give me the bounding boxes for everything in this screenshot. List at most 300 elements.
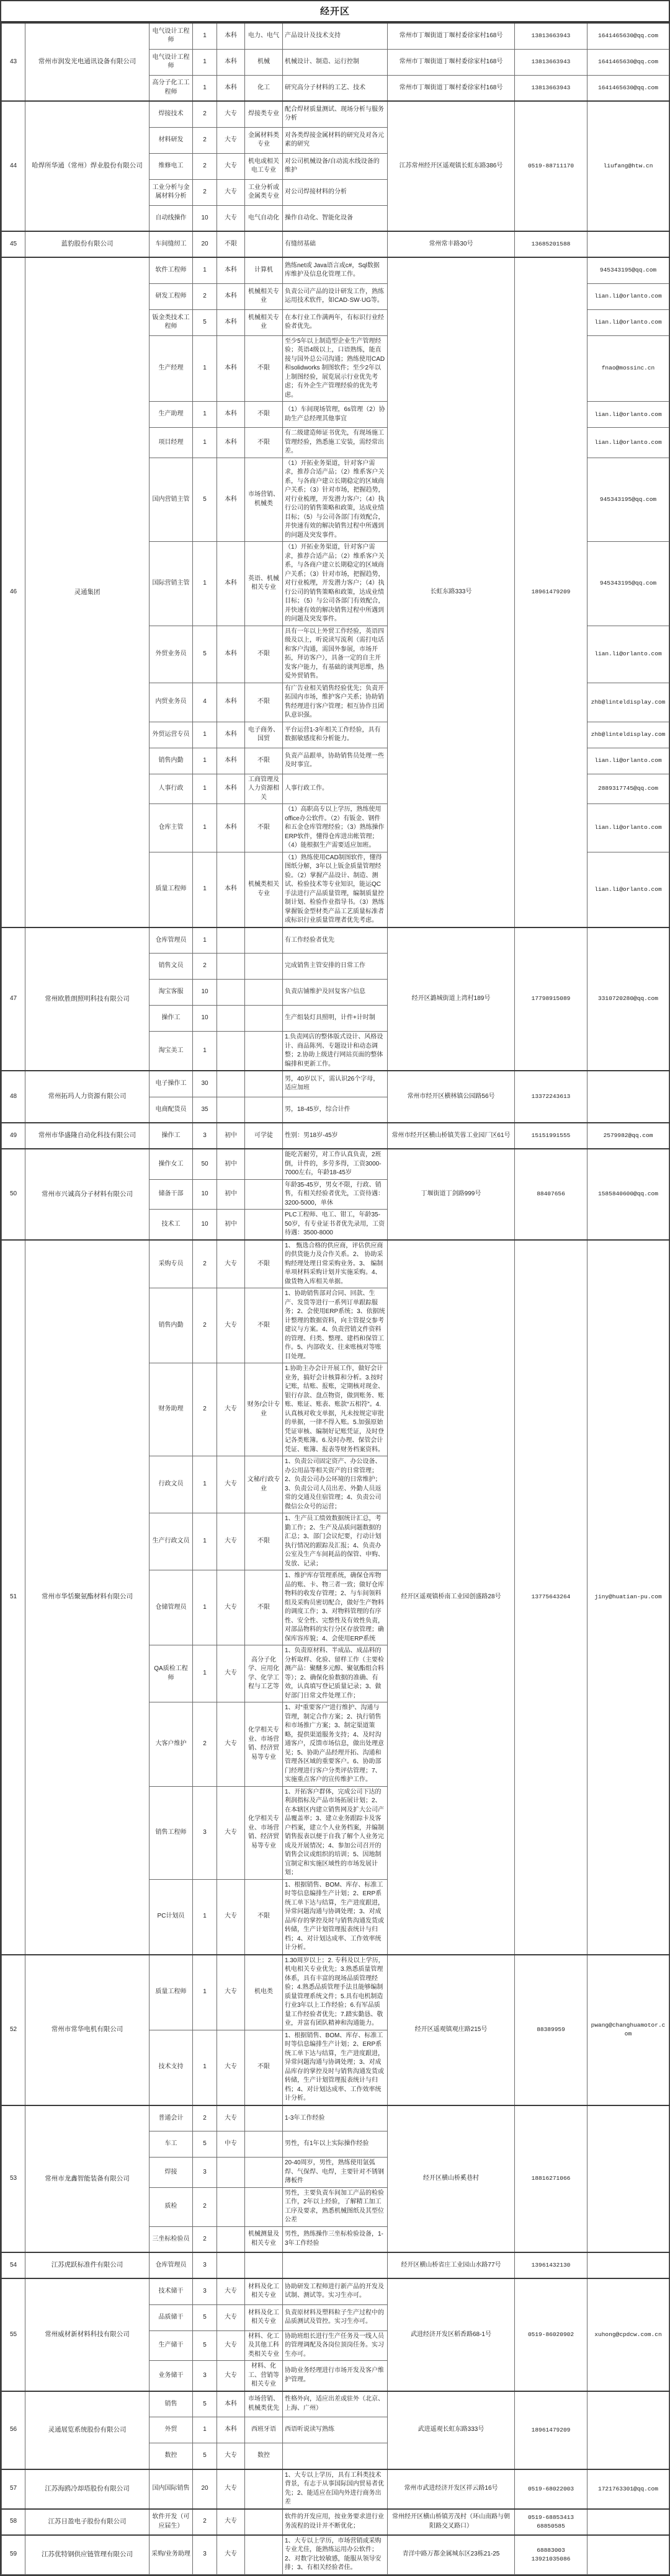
education-cell: 大专 [217,2469,245,2509]
education-cell: 本科 [217,683,245,722]
position-title-cell: 车工 [150,2131,193,2158]
education-cell: 大专 [217,1645,245,1702]
education-cell: 初中 [217,1210,245,1240]
position-title-cell: 仓库管理员 [150,2252,193,2278]
major-cell: 化工 [245,75,283,101]
education-cell: 大专 [217,1702,245,1787]
position-title-cell: 技术工 [150,1210,193,1240]
education-cell: 大专 [217,2535,245,2575]
headcount-cell: 1 [193,748,217,774]
requirement-cell: 负责店铺维护及回复客户信息 [283,980,388,1006]
position-title-cell: 电气设计工程师 [150,23,193,49]
email-cell: 945343195@qq.com [587,257,669,283]
position-title-cell: 国内国际销售 [150,2469,193,2509]
education-cell: 本科 [217,2417,245,2443]
position-title-cell: 淘宝客服 [150,980,193,1006]
major-cell: 不限 [245,683,283,722]
requirement-cell: 1、维护库存管理系统，确保仓库物品的账、卡、物三者一致；做好仓库物料的收发存管理；2、与车间领料组及采购员密切配合，做好生产物料的调度工作；3、对物料管理的有序性、安全性、完整性及有效性负责，对部品物料的实行分区存放管理；确保库容库貌；4、会使用ERP系统 [283,1570,388,1645]
requirement-cell: 1.30周岁以上；2. 专科及以上学历，机电相关专业优先；3.熟悉质量管理体系，具有丰富的现场品质管理经验；4.熟悉品质管理手法且能够编制质量管理系统文件；5.具有电机制造行业3年以上工作经验；6.有军品质量工作经验者优先；7.踏实勤恳、敬业，并富有团队精神和沟通能力。 [283,1955,388,2030]
serial-number-cell: 50 [2,1149,25,1240]
serial-number-cell: 59 [2,2535,25,2575]
email-cell: xuhong@cpdcw.com.cn [587,2278,669,2391]
education-cell: 大专 [217,1288,245,1363]
major-cell: 机械 [245,49,283,75]
position-title-cell: 采购/业务助理 [150,2535,193,2575]
email-cell: liufang@htw.cn [587,101,669,231]
position-title-cell: 外贸业务员 [150,626,193,683]
serial-number-cell: 54 [2,2252,25,2278]
headcount-cell: 1 [193,23,217,49]
serial-number-cell: 55 [2,2278,25,2391]
requirement-cell: 20-40周岁，男性，熟练使用氩弧焊、气保焊、电焊，主要针对不锈钢薄板件 [283,2158,388,2188]
table-row [2,101,669,127]
headcount-cell: 4 [193,683,217,722]
education-cell: 大专 [217,2030,245,2105]
email-cell: lian.li@orlanto.com [587,428,669,458]
position-title-cell: 国际营销主管 [150,542,193,626]
requirement-cell: 生产组装灯具照明，计件+计时制 [283,1006,388,1032]
serial-number-cell: 52 [2,1955,25,2105]
headcount-cell: 2 [193,127,217,153]
education-cell: 本科 [217,774,245,804]
position-title-cell: 品质储干 [150,2304,193,2330]
position-title-cell: 行政文员 [150,1456,193,1513]
major-cell: 电气自动化 [245,205,283,231]
serial-number-cell: 53 [2,2105,25,2253]
email-cell: pwang@changhuamotor.com [587,1955,669,2105]
headcount-cell: 3 [193,2535,217,2575]
education-cell: 本科 [217,335,245,402]
major-cell: 机械测量及相关专业 [245,2226,283,2252]
education-cell: 本科 [217,852,245,927]
phone-cell: 0519-68853413 68850585 [515,2509,587,2535]
job-table-body [2,23,669,2574]
phone-cell: 0519-88711170 [515,101,587,231]
email-cell: 3310720280@qq.com [587,927,669,1071]
headcount-cell: 1 [193,927,217,954]
position-title-cell: 技术储干 [150,2278,193,2304]
company-name-cell: 蓝豹股份有限公司 [25,231,150,257]
major-cell: 材料、化工及其他工科类相关专业 [245,2330,283,2361]
position-title-cell: 国内营销主管 [150,458,193,542]
requirement-cell: （1）开拓业务渠道，针对客户需求，推荐合适产品；（2）维系客户关系，与各商户建立长期稳定的区域商户关系；（3）针对市场，把握趋势，对行业梳理，开发潜力客户；（4）执行公司的销售策略和政策，达成业绩目标；（5）与公司各部门有效配合，并快速有效的解决销售过程中所遇到的问题及突发事件。 [283,542,388,626]
address-cell: 常州常丰路30号 [388,231,515,257]
headcount-cell: 2 [193,954,217,980]
major-cell [245,2469,283,2509]
headcount-cell: 5 [193,2330,217,2361]
email-cell: lian.li@orlanto.com [587,626,669,683]
email-cell [587,2252,669,2278]
headcount-cell: 2 [193,2226,217,2252]
company-name-cell: 灵通集团 [25,257,150,927]
position-title-cell: 焊接 [150,2158,193,2188]
headcount-cell: 2 [193,1702,217,1787]
address-cell: 常州市丁堰街道丁堰村委徐家村168号 [388,23,515,49]
company-name-cell: 常州欧胜朗照明科技有限公司 [25,927,150,1071]
position-title-cell: 仓库管理员 [150,927,193,954]
address-cell: 常州市丁堰街道丁堰村委徐家村168号 [388,75,515,101]
requirement-cell: 有广告业相关销售经验优先；负责开拓国内市场，维护客户关系；协助销售经理进行客户管理；相互协作且团队意识强。 [283,683,388,722]
major-cell [245,2131,283,2158]
position-title-cell: 工业分析与金属材料分析 [150,179,193,205]
requirement-cell: 至少5年以上制造型企业生产管理经验；英语4级以上，口语熟练，能直接与国外总公司沟通；熟练使用CAD和solidworks 制图软件；至少2年以上制图经验，展览展示行业优先考虑；有外企生产管理经验的优先考虑。 [283,335,388,402]
phone-cell: 13775643264 [515,1240,587,1955]
email-cell: 945343195@qq.com [587,458,669,542]
education-cell: 本科 [217,458,245,542]
education-cell: 大专 [217,2443,245,2469]
requirement-cell: （1）高职高专以上学历，熟练使用office办公软件。（2）有钣金、钢件和五金仓库管理经验；（3）熟练操作ERP软件，懂得仓库进出帐管理；（4）能根据生产需要适应加班。 [283,804,388,852]
position-title-cell: 电商配货员 [150,1097,193,1123]
position-title-cell: 操作工 [150,1006,193,1032]
education-cell: 本科 [217,283,245,309]
education-cell: 大专 [217,153,245,179]
headcount-cell: 2 [193,283,217,309]
email-cell: jiny@huatian-pu.com [587,1240,669,1955]
major-cell [245,954,283,980]
requirement-cell: 机械设计、制造、运行控制 [283,49,388,75]
company-name-cell: 常州市华盛隆自动化科技有限公司 [25,1123,150,1149]
major-cell: 不限 [245,1879,283,1955]
headcount-cell: 10 [193,1006,217,1032]
requirement-cell: 1、对“重要客户”进行维护、沟通与管理，制定合作方案；2、执行销售和市场推广方案；3、制定渠道策略，提供渠道服务支持；4、及时沟通客户，反馈市场信息，做出处理意见；5、协助产品经理开拓、沟通和管理各区域的重要客户。6、协助部门经理进行客户分类评估管理；7、实施重点客户的宣传维护工作。 [283,1702,388,1787]
serial-number-cell: 58 [2,2509,25,2535]
table-row [2,2278,669,2304]
table-row [2,2469,669,2509]
requirement-cell: 完成销售主管安排的日常工作 [283,954,388,980]
major-cell [245,980,283,1006]
education-cell: 本科 [217,2391,245,2417]
requirement-cell [283,2443,388,2469]
email-cell: zhb@linteldisplay.com [587,722,669,748]
position-title-cell: 软件开发（可应届生） [150,2509,193,2535]
requirement-cell: 1-3年工作经验 [283,2105,388,2131]
education-cell [217,1097,245,1123]
headcount-cell: 1 [193,1645,217,1702]
position-title-cell: 数控 [150,2443,193,2469]
table-row [2,2391,669,2417]
headcount-cell: 10 [193,980,217,1006]
education-cell [217,1032,245,1071]
requirement-cell: 1、负责公司固定资产、办公设备、办公用品等相关资产的日常管理；2、负责公司办公环境的日常维护；3、负责公司人员出差、外勤人员返常的交通及住宿管理；4、负责公司微信公众号的运营； [283,1456,388,1513]
serial-number-cell: 46 [2,257,25,927]
headcount-cell: 2 [193,179,217,205]
serial-number-cell: 43 [2,23,25,101]
requirement-cell: 具有一年以上外贸工作经验，英语四级及以上，听说读写流利（需打电话和客户沟通，需国外参展，市场开拓，拜访客户），具备一定的自主开发客户能力，有基础的谈判思维，热爱外贸销售。 [283,626,388,683]
email-cell: lian.li@orlanto.com [587,283,669,309]
position-title-cell: 质量工程师 [150,852,193,927]
requirement-cell: 能吃苦耐劳，对工作认真负责，2班倒，计件的，多劳多得，工资3000-7000左右，年龄18-45岁 [283,1149,388,1179]
requirement-cell: 有缝纫基础 [283,231,388,257]
requirement-cell: 1、大专以上学历，具有工科类技术背景，有志于从事国际国内贸易者优先；2、能适应在国内外进行商务出差 [283,2469,388,2509]
headcount-cell: 1 [193,1570,217,1645]
education-cell: 本科 [217,804,245,852]
major-cell: 不限 [245,335,283,402]
education-cell: 大专 [217,1570,245,1645]
headcount-cell: 5 [193,309,217,335]
headcount-cell: 1 [193,852,217,927]
phone-cell: 0519-86020902 [515,2278,587,2391]
position-title-cell: 质检 [150,2187,193,2226]
email-cell [587,2105,669,2253]
major-cell [245,2187,283,2226]
education-cell: 大专 [217,2509,245,2535]
requirement-cell: 1、开拓客户群体，完成公司下达的利润指标及产品市场拓展计划；2、在本辖区内建立销售网及扩大公司产品覆盖率；3、建立业务跟踪卡及客户档案，建立个人业务档案，并编制销售报表以便于自我了解个人业务完成及开展情况；4、参加公司召开的销售会议或组织的培训；5、因地制宜制定和实施区域性的市场发展计划； [283,1786,388,1879]
requirement-cell: 男性，有1年以上实际操作经验 [283,2131,388,2158]
serial-number-cell: 45 [2,231,25,257]
requirement-cell: 协助业务经理进行市场开发及客户维护管理。 [283,2361,388,2391]
position-title-cell: 钣金类技术工程师 [150,309,193,335]
headcount-cell: 10 [193,1179,217,1210]
position-title-cell: 生产经理 [150,335,193,402]
requirement-cell: 有二级建造师证书优先，有现场施工管理经验，熟悉施工安装，需经常出差。 [283,428,388,458]
major-cell: 化学相关专业、市场营销、经济贸易等专业 [245,1702,283,1787]
table-row [2,1071,669,1097]
position-title-cell: 高分子化工工程师 [150,75,193,101]
major-cell: 西班牙语 [245,2417,283,2443]
major-cell: 不限 [245,748,283,774]
major-cell: 工业分析或金属类专业 [245,179,283,205]
position-title-cell: 电子操作工 [150,1071,193,1097]
position-title-cell: 操作女工 [150,1149,193,1179]
position-title-cell: 普通会计 [150,2105,193,2131]
major-cell: 不限 [245,1570,283,1645]
headcount-cell: 1 [193,542,217,626]
address-cell: 长虹东路333号 [388,257,515,927]
headcount-cell: 1 [193,804,217,852]
requirement-cell: 配合焊材质量测试、现场分析与服务分析 [283,101,388,127]
position-title-cell: 仓库主管 [150,804,193,852]
education-cell: 本科 [217,402,245,428]
requirement-cell: 男，18-45岁，综合计件 [283,1097,388,1123]
requirement-cell: （1）熟练使用CAD制图软件，懂得图纸分解，3年以上钣金质量管理经验。（2）掌握产品设计、制造、测试、检验技术等专业知识，能运QC手法进行产品质量管理，编制质量控制计划、检验作业指导书。（3）熟练掌握钣金型材类产品工艺质量标准者或标识行业质量管理者优先考虑。 [283,852,388,927]
education-cell: 本科 [217,257,245,283]
headcount-cell: 5 [193,2304,217,2330]
requirement-cell: 负责公司产品的设计研发工作，熟练运用技术软件，如CAD·SW·UG等。 [283,283,388,309]
education-cell [217,1006,245,1032]
address-cell: 常州市武进经济开发区祥云路16号 [388,2469,515,2509]
position-title-cell: 电气设计工程师 [150,49,193,75]
phone-cell: 18961479209 [515,257,587,927]
email-cell: zhb@linteldisplay.com [587,683,669,722]
education-cell: 大专 [217,1240,245,1288]
requirement-cell: 性别：男18岁-45岁 [283,1123,388,1149]
major-cell: 机械相关专业 [245,309,283,335]
address-cell: 青洋中路万都金属城东区23栋21-25 [388,2535,515,2575]
requirement-cell: 1、根据销售、BOM、库存、标准工时等信息编排生产计划；2、ERP系统工单下达与结算，生产进度跟进，异常问题沟通与协调处理；3、对成品库存的掌控及时与销售沟通发货或转储，生产计划管理报表统计与归档；4、对计划达成率、工作效率统计分析。 [283,2030,388,2105]
table-row [2,927,669,954]
major-cell: 机电类 [245,1955,283,2030]
headcount-cell: 3 [193,2278,217,2304]
company-name-cell: 常州拓玛人力资源有限公司 [25,1071,150,1123]
requirement-cell: （1）车间现场管理，6s管理（2）协助生产总经理其他事宜 [283,402,388,428]
position-title-cell: 材料研发 [150,127,193,153]
education-cell: 本科 [217,309,245,335]
education-cell: 本科 [217,626,245,683]
address-cell: 经开区横山桥省庄工业园山水路77号 [388,2252,515,2278]
position-title-cell: 技术支持 [150,2030,193,2105]
requirement-cell: 对各类焊接金属材料的研究及对各元素的研究 [283,127,388,153]
headcount-cell: 1 [193,402,217,428]
education-cell: 大专 [217,127,245,153]
email-cell [587,2509,669,2535]
major-cell: 焊接类专业 [245,101,283,127]
headcount-cell: 2 [193,101,217,127]
major-cell: 不限 [245,626,283,683]
position-title-cell: 储备干部 [150,1179,193,1210]
address-cell: 经开区遥观镇桥南工业园创盛路28号 [388,1240,515,1955]
position-title-cell: PC计划员 [150,1879,193,1955]
major-cell: 市场营销、机械类优先 [245,2391,283,2417]
company-name-cell: 常州威材新材料科技有限公司 [25,2278,150,2391]
requirement-cell: 1.负责网店的整体版式设计、风格设计、商品陈列、专题设计和动态调整；2.协助上级进行网站页面的整体编排和更新工作。 [283,1032,388,1071]
major-cell: 机械类相关专业 [245,852,283,927]
position-title-cell: 淘宝美工 [150,1032,193,1071]
phone-cell: 18961479209 [515,2391,587,2469]
requirement-cell: 负责原材料及塑料粒子生产过程中的品质测试及管控。实习生亦可。 [283,2304,388,2330]
education-cell [217,2252,245,2278]
headcount-cell: 1 [193,1879,217,1955]
phone-cell: 0519-68022003 [515,2469,587,2509]
position-title-cell: 人事行政 [150,774,193,804]
phone-cell: 17798915089 [515,927,587,1071]
position-title-cell: 自动线操作 [150,205,193,231]
headcount-cell: 30 [193,1071,217,1097]
major-cell [245,2252,283,2278]
major-cell [245,2105,283,2131]
email-cell: lian.li@orlanto.com [587,748,669,774]
education-cell: 大专 [217,101,245,127]
position-title-cell: 研发工程师 [150,283,193,309]
education-cell: 本科 [217,23,245,49]
phone-cell: 13813663943 [515,23,587,49]
headcount-cell: 1 [193,2030,217,2105]
position-title-cell: 焊接技术 [150,101,193,127]
education-cell: 大专 [217,2330,245,2361]
address-cell: 常州经开区横山桥镇芳茂村（环山南路与朝阳路交叉路口） [388,2509,515,2535]
headcount-cell: 5 [193,2443,217,2469]
headcount-cell: 50 [193,1149,217,1179]
phone-cell: 13685201588 [515,231,587,257]
education-cell: 大专 [217,205,245,231]
major-cell: 不限 [245,402,283,428]
major-cell: 机电或相关电工专业 [245,153,283,179]
position-title-cell: 销售内勤 [150,748,193,774]
table-row [2,2105,669,2131]
major-cell [245,1032,283,1071]
serial-number-cell: 49 [2,1123,25,1149]
company-name-cell: 常州市兴诚高分子材料有限公司 [25,1149,150,1240]
address-cell: 武进经济开发区稻香路68-1号 [388,2278,515,2391]
major-cell: 高分子化学、应用化学、化学工程与工艺等 [245,1645,283,1702]
position-title-cell: 生产行政文员 [150,1513,193,1570]
requirement-cell: 1、大专以上学历，市场营销或采购专业尤佳，能熟练运用办公软件；2、对数字比较敏感，能服从领导安排；3、有相关经验者佳。 [283,2535,388,2575]
education-cell: 大专 [217,2105,245,2131]
major-cell [245,2509,283,2535]
address-cell: 武进遥观长虹东路333号 [388,2391,515,2469]
table-row [2,23,669,49]
major-cell [245,1179,283,1210]
major-cell [245,231,283,257]
headcount-cell: 1 [193,335,217,402]
requirement-cell: 男性，熟练操作三坐标检验设备，1-3年工作经验 [283,2226,388,2252]
headcount-cell: 1 [193,1955,217,2030]
education-cell: 大专 [217,1363,245,1456]
serial-number-cell: 44 [2,101,25,231]
headcount-cell: 2 [193,2105,217,2131]
serial-number-cell: 57 [2,2469,25,2509]
address-cell: 常州市丁堰街道丁堰村委徐家村168号 [388,49,515,75]
position-title-cell: 生产助理 [150,402,193,428]
education-cell: 初中 [217,1149,245,1179]
email-cell: 2889317745@qq.com [587,774,669,804]
position-title-cell: 销售内勤 [150,1288,193,1363]
headcount-cell: 2 [193,153,217,179]
address-cell: 江苏常州经开区遥观镇长虹东路386号 [388,101,515,231]
table-row [2,1955,669,2030]
position-title-cell: 软件工程师 [150,257,193,283]
education-cell: 本科 [217,722,245,748]
major-cell: 材料、化工、营销等相关专业 [245,2361,283,2391]
requirement-cell: 人事行政工作。 [283,774,388,804]
company-name-cell: 江苏虎跃标准件有限公司 [25,2252,150,2278]
education-cell: 大专 [217,1955,245,2030]
requirement-cell: 1、协助销售部对合同、回款、生产、发货等进行一系列订单跟踪服务；2、会使用ERP系统；3、依据统计整理的数据资料，向主管提交参考建议与方案。4、负责营销文件资料的管理、归类、整理、建档和保管工作。5、内部收支、往来账核对等账目处理。 [283,1288,388,1363]
major-cell [245,1006,283,1032]
phone-cell: 13961432130 [515,2252,587,2278]
major-cell: 金属材料类专业 [245,127,283,153]
requirement-cell [283,2252,388,2278]
email-cell: 1585840600@qq.com [587,1149,669,1240]
requirement-cell: 操作自动化、智能化设备 [283,205,388,231]
headcount-cell: 2 [193,1363,217,1456]
major-cell: 财务/会计专业 [245,1363,283,1456]
phone-cell: 13813663943 [515,49,587,75]
requirement-cell: 有工作经验者优先 [283,927,388,954]
email-cell [587,2535,669,2575]
email-cell: 1721763301@qq.com [587,2469,669,2509]
education-cell: 大专 [217,1513,245,1570]
headcount-cell: 2 [193,2509,217,2535]
phone-cell: 13813663943 [515,75,587,101]
company-name-cell: 江苏优特钢供应链管理有限公司 [25,2535,150,2575]
headcount-cell: 5 [193,626,217,683]
major-cell: 材料及化工相关专业 [245,2278,283,2304]
education-cell [217,980,245,1006]
requirement-cell: 研究高分子材料的工艺、技术 [283,75,388,101]
headcount-cell: 20 [193,2469,217,2509]
serial-number-cell: 47 [2,927,25,1071]
requirement-cell: 1、负责原材料、半成品、成品料的分析取样、化验、留样工作（主要检测产品：聚醚多元醇、聚氨酯组合料等）；2、确保化验数据的准确、有效，认真填写登记质量记录；3、做好部门日常文件处理工作； [283,1645,388,1702]
email-cell: 2579982@qq.com [587,1123,669,1149]
requirement-cell: 1.协助主办会计开展工作，做好会计业务，搞好会计核算和分析。3.按时记账，结账、报账，定期核对现金、银行存款、盘点物资，做到账务、账账、账证、账表、账款“五相符”。4.认真核对收支单据，凡未按规定审批的单据，一律不得入账。5.加强原始凭证审核、编制好记账凭证，及时登记各类账簿。6.及时办理、保管会计凭证、账簿、报表等财务档案资料。 [283,1363,388,1456]
position-title-cell: 操作工 [150,1123,193,1149]
phone-cell: 15151991555 [515,1123,587,1149]
headcount-cell: 3 [193,1123,217,1149]
position-title-cell: 三坐标检验员 [150,2226,193,2252]
requirement-cell: 1、生产员工绩效数据统计汇总，考勤工作；2、生产及品质问题数据的汇总；3、部门会议纪要，行动计划执行情况的跟踪及汇报；4、负责办公室及生产车间耗品的保管、申购、发放、记录； [283,1513,388,1570]
serial-number-cell: 56 [2,2391,25,2469]
phone-cell: 18816271066 [515,2105,587,2253]
position-title-cell: 仓储管理员 [150,1570,193,1645]
job-table [1,22,669,2575]
position-title-cell: 销售文员 [150,954,193,980]
table-row [2,2252,669,2278]
major-cell: 不限 [245,1240,283,1288]
headcount-cell: 1 [193,1513,217,1570]
email-cell: 1641465630@qq.com [587,49,669,75]
table-row [2,2509,669,2535]
education-cell: 不限 [217,231,245,257]
